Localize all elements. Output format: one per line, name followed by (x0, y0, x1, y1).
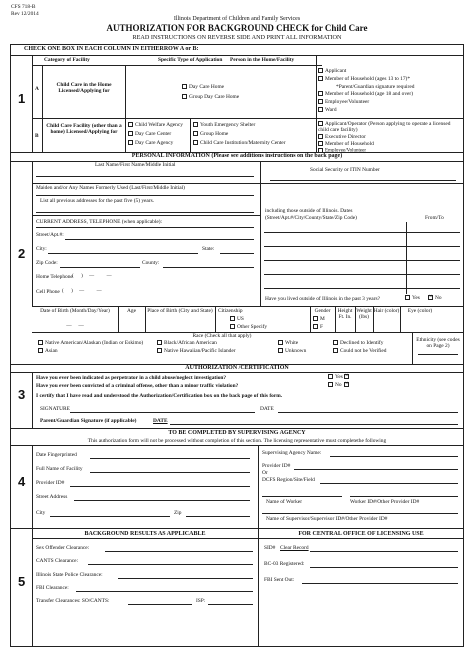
day-care-agency-option[interactable]: Day Care Agency (128, 140, 173, 146)
section-3-number: 3 (18, 387, 26, 402)
dob-field[interactable]: — — (66, 323, 84, 329)
place-of-birth-label: Place of Birth (City and State) (147, 308, 213, 314)
ssn-field[interactable] (270, 180, 456, 181)
race-asian-option[interactable]: Asian (38, 348, 58, 354)
section-4-note: This authorization form will not be processed without completion of this section. The licensing representative must completethe following (87, 438, 387, 444)
row-a-category: Child Care in the Home Licensed/Applying for (56, 82, 112, 95)
worker-name-label: Name of Worker (266, 499, 302, 505)
fingerprinted-field[interactable] (90, 458, 250, 459)
col-category-header: Category of Facility (44, 57, 90, 63)
section-1-number: 1 (18, 91, 26, 106)
fbi-sent-field[interactable] (302, 583, 458, 584)
current-address-label: CURRENT ADDRESS, TELEPHONE (when applicable): (36, 219, 163, 225)
section-4-number: 4 (18, 474, 26, 489)
home-telephone-field[interactable]: ( ) — — (72, 274, 112, 279)
signature-label: SIGNATURE (40, 406, 70, 412)
checkbox[interactable] (318, 91, 323, 96)
cants-label: CANTS Clearance: (36, 558, 79, 564)
citizenship-us-option[interactable]: US (230, 316, 244, 322)
row-b-label: B (35, 133, 39, 139)
person-executive-director-option[interactable]: Executive Director (318, 134, 366, 140)
person-employee-option[interactable]: Employee/Volunteer (318, 99, 369, 105)
abuse-question: Have you ever been indicated as perpetrator in a child abuse/neglect investigation? (36, 375, 227, 381)
home-telephone-label: Home Telephone (36, 274, 73, 280)
checkbox[interactable] (193, 122, 198, 127)
dcfs-region-label: DCFS Region/Site/Field (262, 477, 315, 483)
maiden-name-field-2[interactable] (36, 212, 254, 213)
outside-illinois-question: Have you lived outside of Illinois in the past 3 years? (265, 296, 380, 302)
facility-name-field[interactable] (90, 472, 250, 473)
race-white-option[interactable]: White (278, 340, 298, 346)
section-1 (10, 44, 464, 152)
gender-label: Gender (314, 308, 331, 314)
col-type-header: Specific Type of Application (158, 57, 223, 63)
worker-name-field[interactable] (262, 496, 342, 497)
gender-f-option[interactable]: F (313, 324, 323, 330)
street-address-label: Street Address (36, 494, 68, 500)
fbi-clearance-label: FBI Clearance: (36, 585, 69, 591)
worker-id-field[interactable] (350, 496, 458, 497)
name-label: Last Name/First Name/Middle Initial (95, 162, 176, 168)
previous-columns-label: (Street/Apt.#/City/County/State/Zip Code) (265, 215, 357, 221)
checkbox[interactable] (318, 99, 323, 104)
race-hawaiian-option[interactable]: Native Hawaiian/Pacific Islander (157, 348, 236, 354)
zip-field[interactable] (60, 267, 140, 268)
section-5 (10, 528, 464, 647)
checkbox[interactable] (278, 340, 283, 345)
department-name: Illinois Department of Children and Family Services (173, 16, 301, 22)
maiden-name-label: Maiden and/or Any Names Formerly Used (Last/First/Middle Initial) (36, 185, 185, 191)
maiden-name-field[interactable] (36, 195, 254, 196)
zip-label-s4: Zip (174, 510, 182, 516)
person-employee-volunteer-option[interactable]: Employee/Volunteer (318, 148, 366, 154)
section-2-heading: PERSONAL INFORMATION (Please see additions instructions on the back page) (131, 153, 343, 159)
name-field[interactable] (36, 176, 254, 177)
county-field[interactable] (163, 267, 254, 268)
city-field-s4[interactable] (50, 516, 170, 517)
state-field[interactable] (220, 253, 254, 254)
checkbox[interactable] (230, 324, 235, 329)
citizenship-label: Citizenship (218, 308, 243, 314)
signature-date-field[interactable] (278, 412, 458, 413)
signature-field[interactable] (70, 412, 255, 413)
checkbox[interactable] (278, 348, 283, 353)
weight-label: Weight (lbs) (356, 308, 372, 321)
child-care-institution-option[interactable]: Child Care Institution/Maternity Center (193, 140, 286, 146)
person-ward-option[interactable]: Ward (318, 107, 337, 113)
section-4-heading: TO BE COMPLETED BY SUPERVISING AGENCY (168, 430, 306, 436)
checkbox[interactable] (318, 121, 323, 126)
street-address-field[interactable] (74, 500, 250, 501)
outside-no-option[interactable]: × No (428, 295, 442, 301)
height-label: Height Ft. In. (337, 308, 353, 321)
checkbox[interactable] (328, 374, 333, 379)
signature-date-label: DATE (260, 406, 274, 412)
abuse-no-option[interactable] (344, 374, 351, 380)
checkbox[interactable] (428, 295, 433, 300)
cants-field[interactable] (88, 564, 253, 565)
child-welfare-agency-option[interactable]: Child Welfare Agency (128, 122, 183, 128)
transfer-so-cants-field[interactable] (128, 604, 192, 605)
youth-shelter-option[interactable]: Youth Emergency Shelter (193, 122, 255, 128)
day-care-home-option[interactable]: Day Care Home (182, 84, 224, 90)
race-black-option[interactable]: Black/African American (157, 340, 217, 346)
dcfs-region-field[interactable] (320, 483, 458, 484)
isp-label: ISP: (196, 598, 206, 604)
zip-field-s4[interactable] (186, 516, 250, 517)
checkbox[interactable] (182, 94, 187, 99)
city-label-s4: City (36, 510, 46, 516)
bc03-label: BC-03 Registered: (264, 561, 305, 567)
city-field[interactable] (48, 253, 198, 254)
checkbox[interactable] (344, 374, 349, 379)
parent-signature-field[interactable] (170, 424, 458, 425)
clear-record-label: Clear Record (280, 545, 309, 551)
ethnicity-field[interactable] (418, 354, 458, 355)
bc03-field[interactable] (310, 567, 458, 568)
transfer-clearances-label: Transfer Clearances: SO/CANTS: (36, 598, 110, 604)
checkbox[interactable] (193, 140, 198, 145)
provider-id-label-right: Provider ID# (262, 463, 291, 469)
ssn-label: Social Security or ITIN Number (310, 167, 380, 173)
from-to-label: From/To (425, 215, 444, 221)
citizenship-other-option[interactable]: Other Specify (230, 324, 267, 330)
checkbox[interactable] (318, 76, 323, 81)
checkbox[interactable] (193, 131, 198, 136)
supervisor-field[interactable] (262, 513, 458, 514)
conviction-no-option[interactable] (344, 382, 351, 388)
checkbox[interactable] (157, 348, 162, 353)
fingerprinted-label: Date Fingerprinted (36, 452, 77, 458)
section-4 (10, 428, 464, 528)
state-label: State: (202, 246, 215, 252)
section-3-heading: AUTHORIZATION /CERTIFICATION (185, 365, 289, 371)
checkbox[interactable] (157, 340, 162, 345)
city-label: City: (36, 246, 47, 252)
facility-name-label: Full Name of Facility (36, 466, 83, 472)
provider-id-field-left[interactable] (70, 486, 250, 487)
parent-date-label: DATE (153, 418, 168, 424)
checkbox[interactable] (344, 382, 349, 387)
previous-address-row[interactable] (264, 246, 460, 247)
checkbox[interactable] (230, 316, 235, 321)
parent-signature-note: *Parent/Guardian signature required (336, 84, 415, 90)
dob-label: Date of Birth (Month/Day/Year) (40, 308, 110, 314)
group-day-care-home-option[interactable]: Group Day Care Home (182, 94, 239, 100)
form-id: CFS 718-B (11, 4, 36, 10)
conviction-yes-option[interactable]: No (328, 382, 342, 388)
row-a-label: A (35, 86, 39, 92)
supervising-agency-field[interactable] (330, 456, 458, 457)
gender-m-option[interactable]: M (313, 316, 325, 322)
row-b-category: Child Care Facility (other than a home) Licensed/Applying for (46, 123, 122, 136)
previous-outside-label: including those outside of Illinois. Dates (265, 208, 353, 214)
checkbox[interactable] (318, 141, 323, 146)
race-native-american-option[interactable]: Native American/Alaskan (Indian or Eskimo) (38, 340, 143, 346)
person-household-13-17-option[interactable]: Member of Household (ages 13 to 17)* (318, 76, 410, 82)
section-2-number: 2 (18, 246, 26, 261)
checkbox[interactable] (313, 324, 318, 329)
checkbox[interactable] (38, 348, 43, 353)
sex-offender-field[interactable] (105, 551, 253, 552)
previous-address-row[interactable] (264, 274, 460, 275)
cell-phone-field[interactable]: ( ) — — (62, 289, 102, 294)
fbi-clearance-field[interactable] (76, 591, 253, 592)
form-subtitle: READ INSTRUCTIONS ON REVERSE SIDE AND PRINT ALL INFORMATION (132, 34, 342, 41)
checkbox[interactable] (38, 340, 43, 345)
supervisor-label: Name of Supervisor/Supervisor ID#/Other Provider ID# (266, 516, 388, 522)
county-label: County: (142, 260, 160, 266)
checkbox[interactable] (318, 134, 323, 139)
hair-label: Hair (color) (373, 308, 400, 314)
central-office-heading: FOR CENTRAL OFFICE OF LICENSING USE (298, 531, 424, 537)
outside-yes-option[interactable]: Yes (405, 295, 420, 301)
provider-id-label-left: Provider ID# (36, 480, 65, 486)
form-title: AUTHORIZATION FOR BACKGROUND CHECK for Child Care (106, 23, 368, 33)
cell-phone-label: Cell Phone (36, 289, 60, 295)
checkbox[interactable] (313, 316, 318, 321)
supervising-agency-label: Supervising Agency Name: (262, 450, 322, 456)
person-operator-option[interactable]: Applicant/Operator (Person applying to operate a licensed child care facility) (318, 121, 451, 134)
sid-label: SID# (264, 545, 276, 551)
street-field[interactable] (65, 239, 254, 240)
eye-label: Eye (color) (407, 308, 433, 314)
person-household-18-option[interactable]: Member of Household (age 18 and over) (318, 91, 413, 97)
provider-id-field-right[interactable] (294, 469, 458, 470)
zip-label: Zip Code: (36, 260, 58, 266)
section-2 (10, 152, 464, 364)
checkbox[interactable] (333, 348, 338, 353)
checkbox[interactable] (128, 122, 133, 127)
ethnicity-label: Ethnicity (see codes on Page 2) (416, 337, 460, 350)
race-heading: Race (Check all that apply) (192, 333, 252, 339)
checkbox[interactable] (333, 340, 338, 345)
age-label: Age (127, 308, 136, 314)
street-label: Street/Apt.#: (36, 232, 64, 238)
isp-clearance-label: Illinois State Police Clearance: (36, 572, 103, 578)
checkbox[interactable] (328, 382, 333, 387)
checkbox[interactable] (318, 68, 323, 73)
checkbox[interactable] (318, 107, 323, 112)
section-3 (10, 364, 464, 428)
conviction-question: Have you ever been convicted of a criminal offense, other than a minor traffic violation? (36, 383, 239, 389)
previous-address-row[interactable] (264, 288, 460, 289)
col-person-header: Person in the Home/Facility (230, 57, 295, 63)
abuse-yes-option[interactable]: Yes (328, 374, 343, 380)
worker-id-label: Worker ID#/Other Provider ID# (350, 499, 420, 505)
isp-clearance-field[interactable] (118, 578, 253, 579)
transfer-isp-field[interactable] (208, 604, 253, 605)
group-home-option[interactable]: Group Home (193, 131, 228, 137)
person-applicant-option[interactable]: Applicant (318, 68, 346, 74)
sex-offender-label: Sex Offender Clearance: (36, 545, 90, 551)
previous-address-row[interactable] (264, 260, 460, 261)
background-results-heading: BACKGROUND RESULTS AS APPLICABLE (84, 531, 206, 537)
fbi-sent-label: FBI Sent Out: (264, 577, 295, 583)
section-5-number: 5 (18, 574, 26, 589)
checkbox[interactable] (128, 131, 133, 136)
person-household-member-option[interactable]: Member of Household (318, 141, 374, 147)
certification-statement: I certify that I have read and understood the Authorization/Certification box on the back page of this form. (36, 393, 283, 399)
race-declined-option[interactable]: Declined to Identify (333, 340, 383, 346)
race-not-verified-option[interactable]: Could not be Verified (333, 348, 386, 354)
race-unknown-option[interactable]: Unknown (278, 348, 306, 354)
previous-address-row[interactable] (264, 232, 460, 233)
or-label: Or (262, 470, 268, 476)
address-line[interactable] (36, 227, 254, 228)
section-1-heading: CHECK ONE BOX IN EACH COLUMN IN EITHERROW A or B: (24, 46, 199, 52)
form-revision: Rev 12/2014 (11, 11, 39, 17)
previous-addresses-hint: List all previous addresses for the past five (5) years. (40, 198, 155, 204)
parent-signature-label: Parent/Guardian Signature (if applicable) (40, 418, 137, 424)
checkbox[interactable] (182, 84, 187, 89)
checkbox[interactable] (405, 295, 410, 300)
checkbox[interactable] (128, 140, 133, 145)
day-care-center-option[interactable]: Day Care Center (128, 131, 171, 137)
sid-field[interactable] (310, 551, 458, 552)
